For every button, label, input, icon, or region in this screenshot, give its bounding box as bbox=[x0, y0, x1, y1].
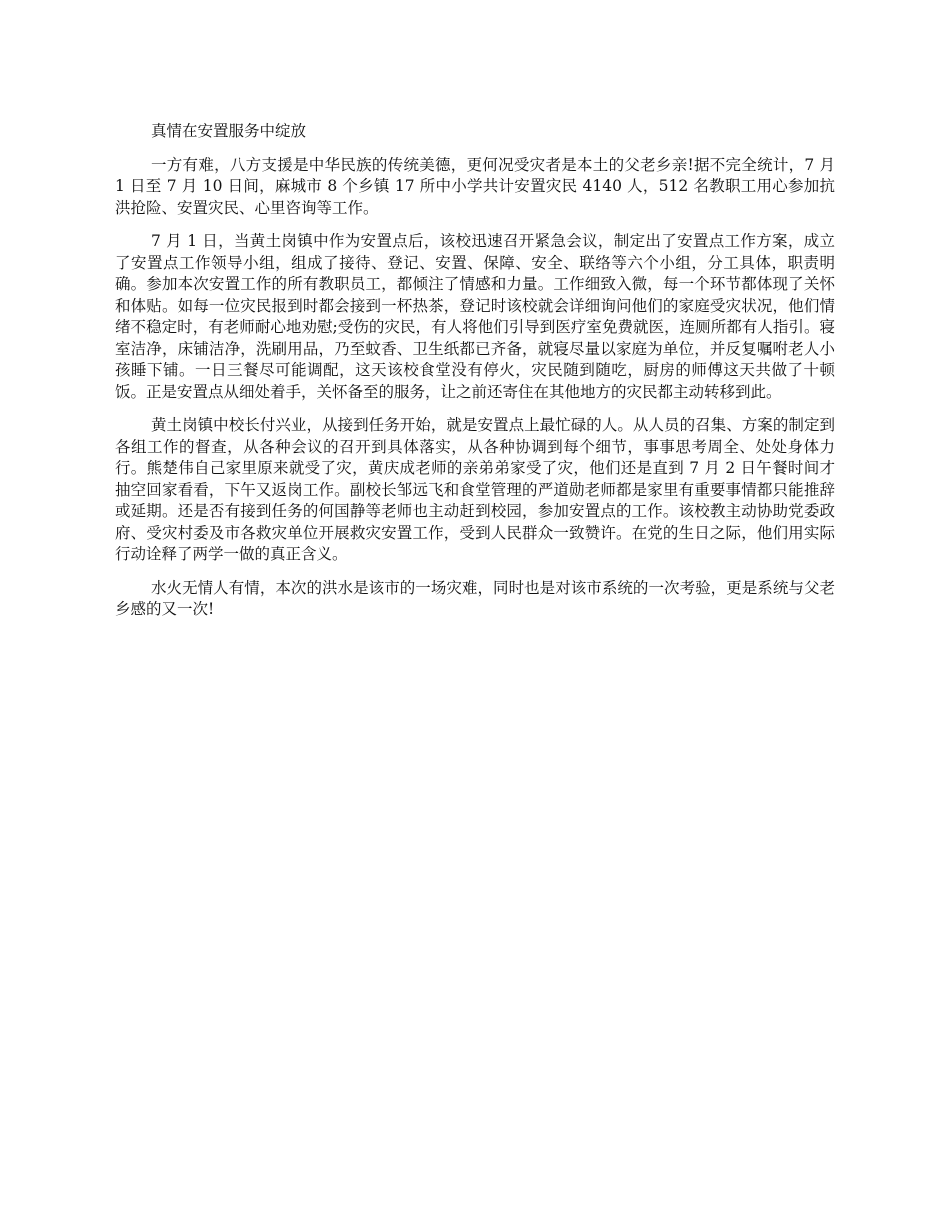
paragraph-2: 7 月 1 日，当黄土岗镇中作为安置点后，该校迅速召开紧急会议，制定出了安置点工作方案，成立了安置点工作领导小组，组成了接待、登记、安置、保障、安全、联络等六个小组，分工具体，职责明确。参加本次安置工作的所有教职员工，都倾注了情感和力量。工作细致入微，每一个环节都体现了关怀和体贴。如每一位灾民报到时都会接到一杯热茶，登记时该校就会详细询问他们的家庭受灾状况，他们情绪不稳定时，有老师耐心地劝慰;受伤的灾民，有人将他们引导到医疗室免费就医，连厕所都有人指引。寝室洁净，床铺洁净，洗刷用品，乃至蚊香、卫生纸都已齐备，就寝尽量以家庭为单位，并反复嘱咐老人小孩睡下铺。一日三餐尽可能调配，这天该校食堂没有停火，灾民随到随吃，厨房的师傅这天共做了十顿饭。正是安置点从细处着手，关怀备至的服务，让之前还寄住在其他地方的灾民都主动转移到此。 bbox=[115, 232, 835, 401]
paragraph-4: 水火无情人有情，本次的洪水是该市的一场灾难，同时也是对该市系统的一次考验，更是系统与父老乡感的又一次! bbox=[115, 578, 835, 618]
paragraph-1: 一方有难，八方支援是中华民族的传统美德，更何况受灾者是本土的父老乡亲!据不完全统计，7 月 1 日至 7 月 10 日间，麻城市 8 个乡镇 17 所中小学共计安置灾民 4140 人，512 名教职工用心参加抗洪抢险、安置灾民、心里咨询等工作。 bbox=[115, 155, 835, 217]
document-body bbox=[115, 121, 835, 633]
paragraph-3: 黄土岗镇中校长付兴业，从接到任务开始，就是安置点上最忙碌的人。从人员的召集、方案的制定到各组工作的督查，从各种会议的召开到具体落实，从各种协调到每个细节，事事思考周全、处处身体力行。熊楚伟自己家里原来就受了灾，黄庆成老师的亲弟弟家受了灾，他们还是直到 7 月 2 日午餐时间才抽空回家看看，下午又返岗工作。副校长邹远飞和食堂管理的严道勋老师都是家里有重要事情都只能推辞或延期。还是否有接到任务的何国静等老师也主动赶到校园，参加安置点的工作。该校教主动协助党委政府、受灾村委及市各救灾单位开展救灾安置工作，受到人民群众一致赞许。在党的生日之际，他们用实际行动诠释了两学一做的真正含义。 bbox=[115, 416, 835, 563]
document-title: 真情在安置服务中绽放 bbox=[151, 122, 307, 140]
